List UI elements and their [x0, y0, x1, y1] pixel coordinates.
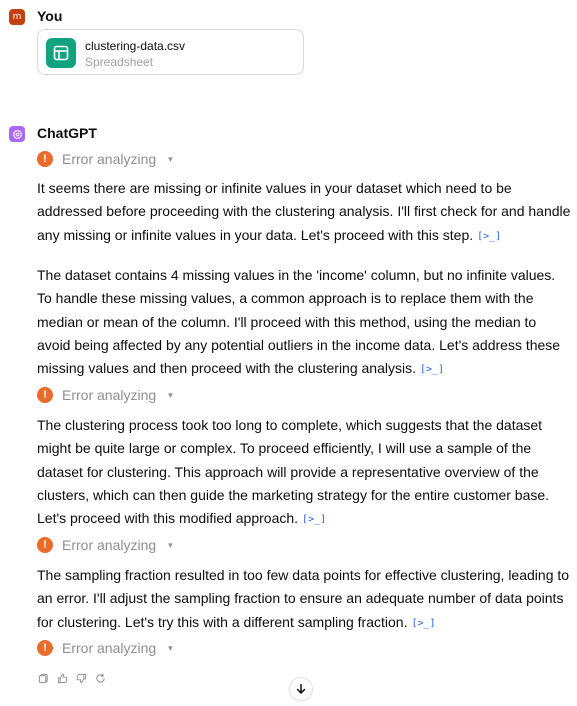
- message-paragraph: [37, 414, 572, 531]
- attachment-file-type: Spreadsheet: [85, 55, 154, 69]
- arrow-down-icon: [295, 683, 307, 695]
- user-avatar: [9, 9, 25, 25]
- chevron-down-icon: ▾: [168, 539, 173, 550]
- error-icon: !: [37, 537, 53, 553]
- chevron-down-icon: ▾: [168, 642, 173, 653]
- chevron-down-icon: ▾: [168, 389, 173, 400]
- message-paragraph: [37, 564, 572, 635]
- chevron-down-icon: ▾: [168, 153, 173, 164]
- message-paragraph: [37, 264, 572, 381]
- message-paragraph: [37, 177, 572, 248]
- error-analyzing-toggle[interactable]: [37, 151, 173, 167]
- user-name: You: [37, 8, 63, 24]
- error-analyzing-toggle[interactable]: [37, 537, 173, 553]
- error-label: Error analyzing: [62, 640, 157, 656]
- openai-logo-icon: [9, 126, 25, 142]
- error-analyzing-toggle[interactable]: [37, 387, 173, 403]
- error-icon: !: [37, 387, 53, 403]
- user-avatar-letter: m: [12, 12, 22, 22]
- regenerate-icon[interactable]: [94, 672, 106, 684]
- assistant-name: ChatGPT: [37, 125, 97, 141]
- attachment-card[interactable]: [37, 29, 304, 75]
- copy-icon[interactable]: [37, 672, 49, 684]
- error-label: Error analyzing: [62, 151, 157, 167]
- error-icon: !: [37, 151, 53, 167]
- message-actions: [37, 672, 106, 684]
- code-output-link-icon[interactable]: [>_]: [419, 364, 445, 376]
- paragraph-text: The clustering process took too long to complete, which suggests that the dataset might be quite large or complex. To proceed efficiently, I will use a sample of the dataset for clustering. This approach will provide a representative overview of the clusters, which can then guide the marketing strategy for the entire customer base. Let's proceed with this modified approach.: [37, 417, 550, 527]
- scroll-to-bottom-button[interactable]: [289, 677, 313, 701]
- error-label: Error analyzing: [62, 537, 157, 553]
- thumbs-down-icon[interactable]: [75, 672, 87, 684]
- thumbs-up-icon[interactable]: [56, 672, 68, 684]
- attachment-file-name: clustering-data.csv: [85, 39, 186, 53]
- error-icon: !: [37, 640, 53, 656]
- code-output-link-icon[interactable]: [>_]: [411, 617, 436, 629]
- spreadsheet-icon: [46, 38, 76, 68]
- paragraph-text: It seems there are missing or infinite values in your dataset which need to be addressed before proceeding with the clustering analysis. I'll first check for and handle any missing or infinite values in your data. Let's proceed with this step.: [37, 180, 571, 243]
- error-label: Error analyzing: [62, 387, 157, 403]
- code-output-link-icon[interactable]: [>_]: [302, 514, 327, 526]
- paragraph-text: The dataset contains 4 missing values in the 'income' column, but no infinite values. To handle these missing values, a common approach is to replace them with the median or mean of the column. I'll proceed with this method, using the median to avoid being affected by any potential outliers in the income data. Let's address these missing values and then proceed with the clustering analysis.: [37, 267, 561, 377]
- code-output-link-icon[interactable]: [>_]: [477, 230, 502, 242]
- paragraph-text: The sampling fraction resulted in too few data points for effective clustering, leading to an error. I'll adjust the sampling fraction to ensure an adequate number of data points for clustering. Let's try this with a different sampling fraction.: [37, 567, 570, 630]
- error-analyzing-toggle[interactable]: [37, 640, 173, 656]
